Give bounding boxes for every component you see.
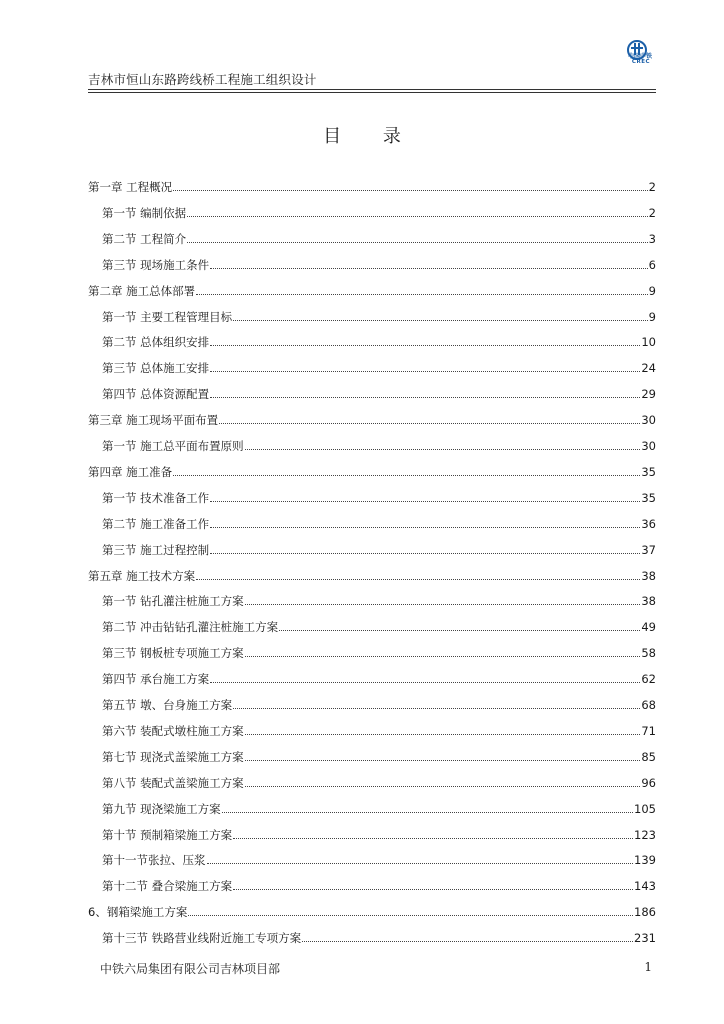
- toc-entry[interactable]: [102, 254, 656, 272]
- toc-entry-page: 29: [641, 387, 656, 402]
- toc-entry-page: 62: [641, 672, 656, 687]
- toc-entry[interactable]: [88, 565, 656, 583]
- toc-entry-title: 第一节 编制依据: [102, 205, 187, 220]
- toc-entry-title: 第四节 总体资源配置: [102, 387, 210, 402]
- toc-entry-page: 24: [641, 361, 656, 376]
- toc-leader-dots: [210, 397, 640, 398]
- page-header: [88, 53, 656, 90]
- toc-entry[interactable]: [88, 461, 656, 479]
- toc-leader-dots: [245, 656, 641, 657]
- toc-leader-dots: [196, 579, 640, 580]
- toc-entry-title: 第六节 装配式墩柱施工方案: [102, 723, 244, 738]
- header-title: 吉林市恒山东路跨线桥工程施工组织设计: [88, 72, 317, 87]
- toc-leader-dots: [196, 294, 648, 295]
- toc-entry[interactable]: [102, 228, 656, 246]
- toc-entry-page: 6: [648, 257, 656, 272]
- toc-entry-title: 第二章 施工总体部署: [88, 283, 196, 298]
- footer-page-number: 1: [644, 960, 652, 974]
- toc-entry[interactable]: [102, 590, 656, 608]
- logo-text-cn: 中国中铁: [627, 53, 652, 60]
- toc-entry-page: 96: [641, 775, 656, 790]
- toc-entry[interactable]: [102, 772, 656, 790]
- toc-leader-dots: [210, 268, 648, 269]
- toc-entry[interactable]: [102, 668, 656, 686]
- toc-entry-title: 第二节 施工准备工作: [102, 516, 210, 531]
- toc-entry-page: 123: [634, 827, 656, 842]
- toc-entry-page: 68: [641, 698, 656, 712]
- toc-entry-title: 第五节 墩、台身施工方案: [102, 698, 233, 712]
- toc-leader-dots: [219, 423, 640, 424]
- toc-entry-page: 71: [641, 723, 656, 738]
- toc-entry-page: 143: [634, 879, 656, 894]
- toc-leader-dots: [245, 786, 641, 787]
- toc-entry[interactable]: [102, 616, 656, 634]
- toc-leader-dots: [210, 553, 640, 554]
- toc-entry-page: 35: [641, 490, 656, 505]
- toc-entry[interactable]: [102, 798, 656, 816]
- toc-leader-dots: [233, 320, 648, 321]
- toc-entry-page: 231: [634, 931, 656, 946]
- toc-entry-page: 3: [648, 231, 656, 246]
- toc-entry[interactable]: [88, 280, 656, 298]
- toc-entry[interactable]: [102, 487, 656, 505]
- toc-entry-page: 9: [648, 309, 656, 324]
- toc-entry-title: 第一节 施工总平面布置原则: [102, 439, 244, 453]
- toc-entry-page: 30: [641, 439, 656, 453]
- toc-entry-title: 第九节 现浇梁施工方案: [102, 801, 221, 816]
- toc-entry[interactable]: [102, 306, 656, 324]
- toc-entry[interactable]: [102, 694, 656, 712]
- toc-entry[interactable]: [102, 824, 656, 842]
- toc-entry-page: 49: [641, 620, 656, 635]
- toc-entry-page: 85: [641, 749, 656, 764]
- toc-entry-title: 第一节 主要工程管理目标: [102, 309, 233, 324]
- toc-entry[interactable]: [102, 720, 656, 738]
- toc-leader-dots: [210, 501, 640, 502]
- toc-leader-dots: [245, 760, 641, 761]
- toc-leader-dots: [173, 475, 640, 476]
- toc-entry-title: 第五章 施工技术方案: [88, 568, 196, 583]
- toc-entry[interactable]: [102, 357, 656, 375]
- crec-logo: [614, 40, 656, 86]
- toc-entry[interactable]: [102, 435, 656, 453]
- toc-entry-page: 38: [641, 594, 656, 609]
- toc-entry-title: 第七节 现浇式盖梁施工方案: [102, 749, 244, 764]
- toc-entry-page: 35: [641, 464, 656, 479]
- toc-leader-dots: [210, 682, 640, 683]
- toc-leader-dots: [233, 708, 640, 709]
- logo-text-en: CREC: [631, 59, 650, 65]
- toc-entry-page: 36: [641, 516, 656, 531]
- toc-entry-title: 第一节 技术准备工作: [102, 490, 210, 505]
- toc-entry[interactable]: [102, 642, 656, 660]
- page-footer: [88, 960, 656, 978]
- toc-leader-dots: [245, 449, 641, 450]
- toc-entry-page: 37: [641, 542, 656, 557]
- toc-entry[interactable]: [102, 202, 656, 220]
- toc-entry[interactable]: [102, 539, 656, 557]
- toc-leader-dots: [210, 345, 640, 346]
- toc-entry-title: 第三节 施工过程控制: [102, 542, 210, 557]
- toc-leader-dots: [233, 889, 633, 890]
- header-rule-secondary: [88, 92, 656, 93]
- toc-entry[interactable]: [102, 331, 656, 349]
- toc-entry-title: 第三章 施工现场平面布置: [88, 413, 219, 428]
- toc-entry[interactable]: [88, 409, 656, 427]
- toc-entry[interactable]: [102, 746, 656, 764]
- toc-entry-title: 第一章 工程概况: [88, 180, 173, 194]
- toc-entry-page: 30: [641, 413, 656, 428]
- footer-company: 中铁六局集团有限公司吉林项目部: [100, 962, 281, 976]
- toc-entry-title: 第十二节 叠合梁施工方案: [102, 879, 233, 894]
- toc-entry-page: 139: [634, 853, 656, 868]
- toc-entry[interactable]: [102, 875, 656, 893]
- toc-leader-dots: [302, 941, 633, 942]
- toc-entry-title: 第一节 钻孔灌注桩施工方案: [102, 594, 244, 609]
- toc-heading: 目 录: [323, 126, 419, 147]
- toc-entry-title: 第二节 总体组织安排: [102, 335, 210, 350]
- toc-leader-dots: [188, 915, 633, 916]
- toc-leader-dots: [187, 216, 648, 217]
- toc-entry[interactable]: [102, 383, 656, 401]
- toc-entry-page: 38: [641, 568, 656, 583]
- toc-entry-title: 第八节 装配式盖梁施工方案: [102, 775, 244, 790]
- toc-entry[interactable]: [102, 927, 656, 945]
- toc-entry-title: 第十一节张拉、压浆: [102, 853, 206, 868]
- toc-entry-title: 第三节 钢板桩专项施工方案: [102, 646, 244, 661]
- toc-leader-dots: [233, 838, 633, 839]
- toc-entry[interactable]: [102, 513, 656, 531]
- toc-entry-title: 第二节 冲击钻钻孔灌注桩施工方案: [102, 620, 279, 635]
- toc-leader-dots: [210, 527, 640, 528]
- toc-leader-dots: [173, 190, 648, 191]
- toc-entry[interactable]: [102, 849, 656, 867]
- toc-leader-dots: [245, 734, 641, 735]
- toc-entry-title: 6、钢箱梁施工方案: [88, 905, 188, 920]
- toc-leader-dots: [279, 630, 640, 631]
- toc-entry-title: 第十节 预制箱梁施工方案: [102, 827, 233, 842]
- toc-leader-dots: [222, 812, 633, 813]
- toc-leader-dots: [245, 604, 641, 605]
- toc-entry-page: 58: [641, 646, 656, 661]
- toc-entry-title: 第二节 工程简介: [102, 231, 187, 246]
- toc-entry-title: 第三节 总体施工安排: [102, 361, 210, 376]
- toc-entry-page: 10: [641, 335, 656, 350]
- toc-entry-title: 第十三节 铁路营业线附近施工专项方案: [102, 931, 302, 946]
- toc-leader-dots: [207, 863, 634, 864]
- header-rule: [88, 89, 656, 90]
- toc-entry-title: 第四章 施工准备: [88, 464, 173, 479]
- toc-entry-title: 第四节 承台施工方案: [102, 672, 210, 687]
- toc-leader-dots: [187, 242, 648, 243]
- toc-entry[interactable]: [88, 176, 656, 194]
- toc-entry-page: 2: [648, 180, 656, 194]
- toc-entry[interactable]: [88, 901, 656, 919]
- toc-leader-dots: [210, 371, 640, 372]
- toc-entry-title: 第三节 现场施工条件: [102, 257, 210, 272]
- toc-entry-page: 105: [634, 801, 656, 816]
- toc-entry-page: 9: [648, 283, 656, 298]
- toc-entry-page: 2: [648, 205, 656, 220]
- toc-entry-page: 186: [634, 905, 656, 920]
